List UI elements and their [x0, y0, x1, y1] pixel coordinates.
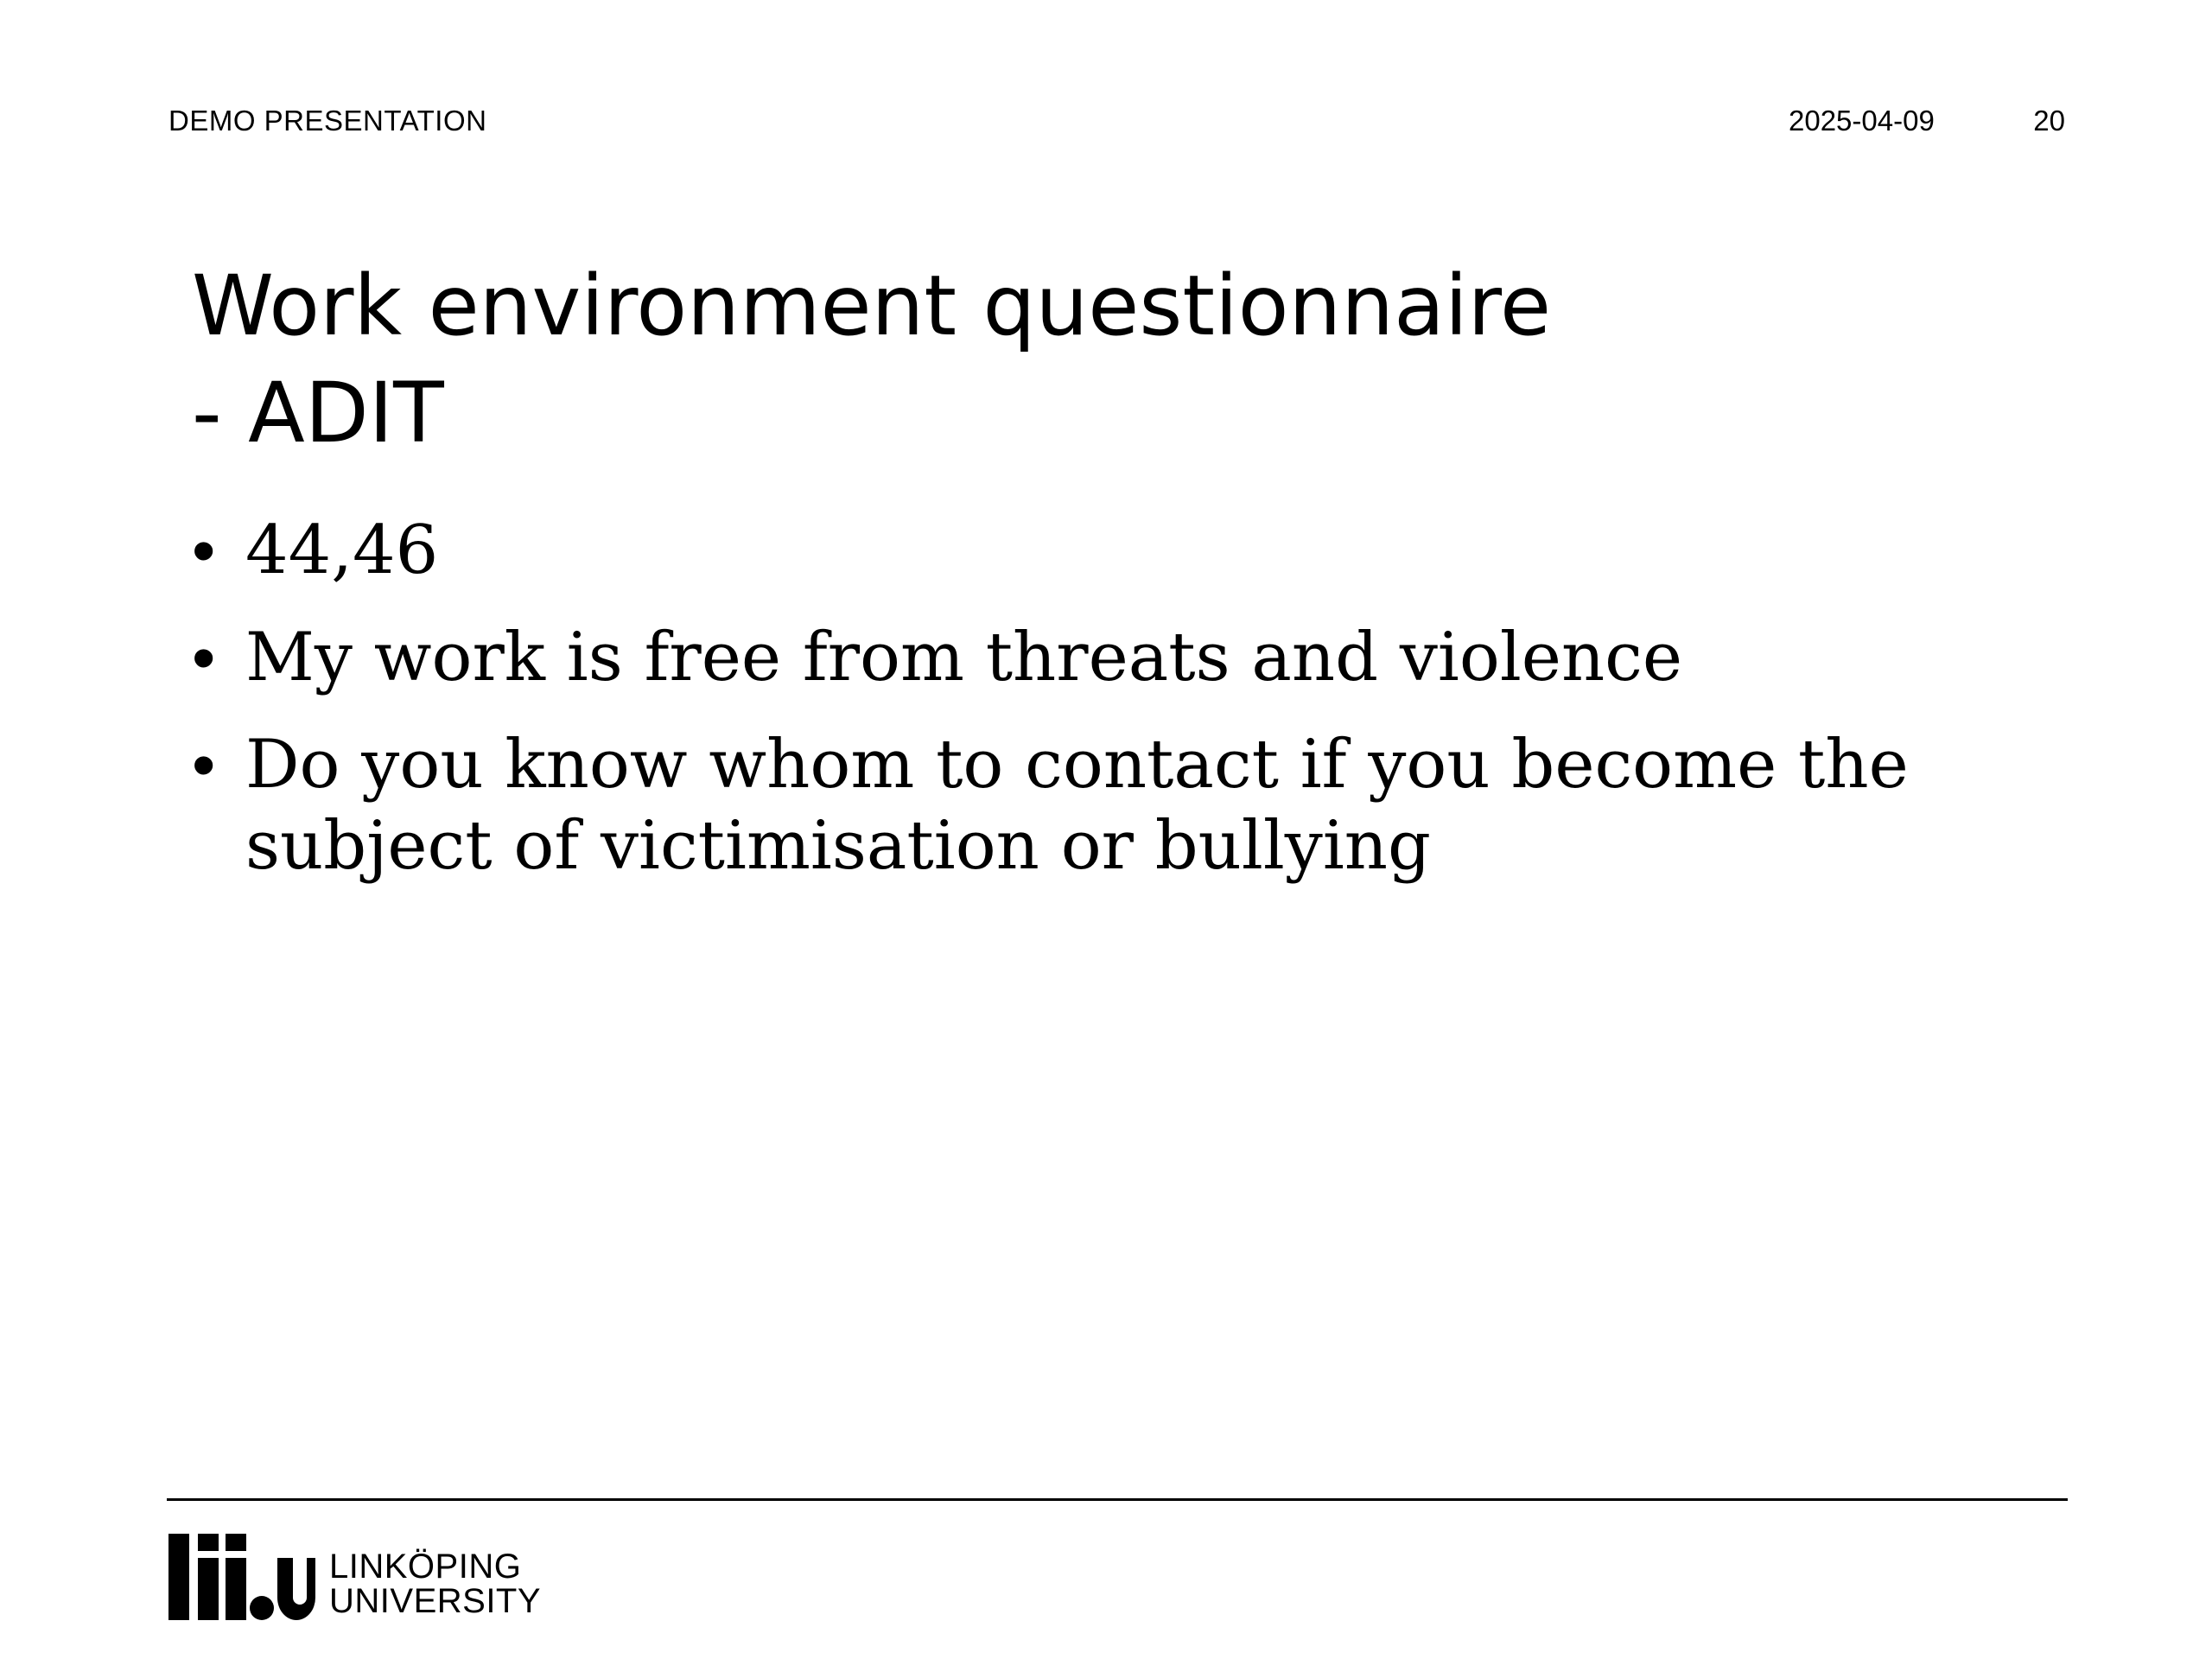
- logo-line1: LINKÖPING: [329, 1548, 522, 1586]
- bullet-text: My work is free from threats and violence: [245, 619, 1683, 696]
- bullet-list: [192, 510, 2006, 912]
- page-number: 20: [2033, 105, 2065, 137]
- bullet-dot-icon: •: [192, 727, 216, 803]
- logo-wordmark: [329, 1549, 541, 1620]
- bullet-item: [192, 724, 2006, 887]
- bullet-text: 44,46: [245, 512, 439, 589]
- presentation-title: DEMO PRESENTATION: [168, 105, 487, 137]
- bullet-dot-icon: •: [192, 512, 216, 588]
- bullet-dot-icon: •: [192, 620, 216, 696]
- footer-divider: [167, 1498, 2068, 1501]
- slide-title-line2: - ADIT: [192, 365, 444, 461]
- logo-line2: UNIVERSITY: [329, 1582, 542, 1620]
- bullet-item: [192, 617, 2006, 698]
- slide-title-line1: Work environment questionnaire: [192, 257, 1552, 354]
- university-logo: [168, 1534, 541, 1620]
- liu-logo-icon: [168, 1534, 315, 1620]
- bullet-text: Do you know whom to contact if you become the subject of victimisation or bullying: [245, 726, 1909, 885]
- slide-title: [192, 252, 2006, 467]
- slide-date: 2025-04-09: [1789, 105, 1935, 137]
- bullet-item: [192, 510, 2006, 591]
